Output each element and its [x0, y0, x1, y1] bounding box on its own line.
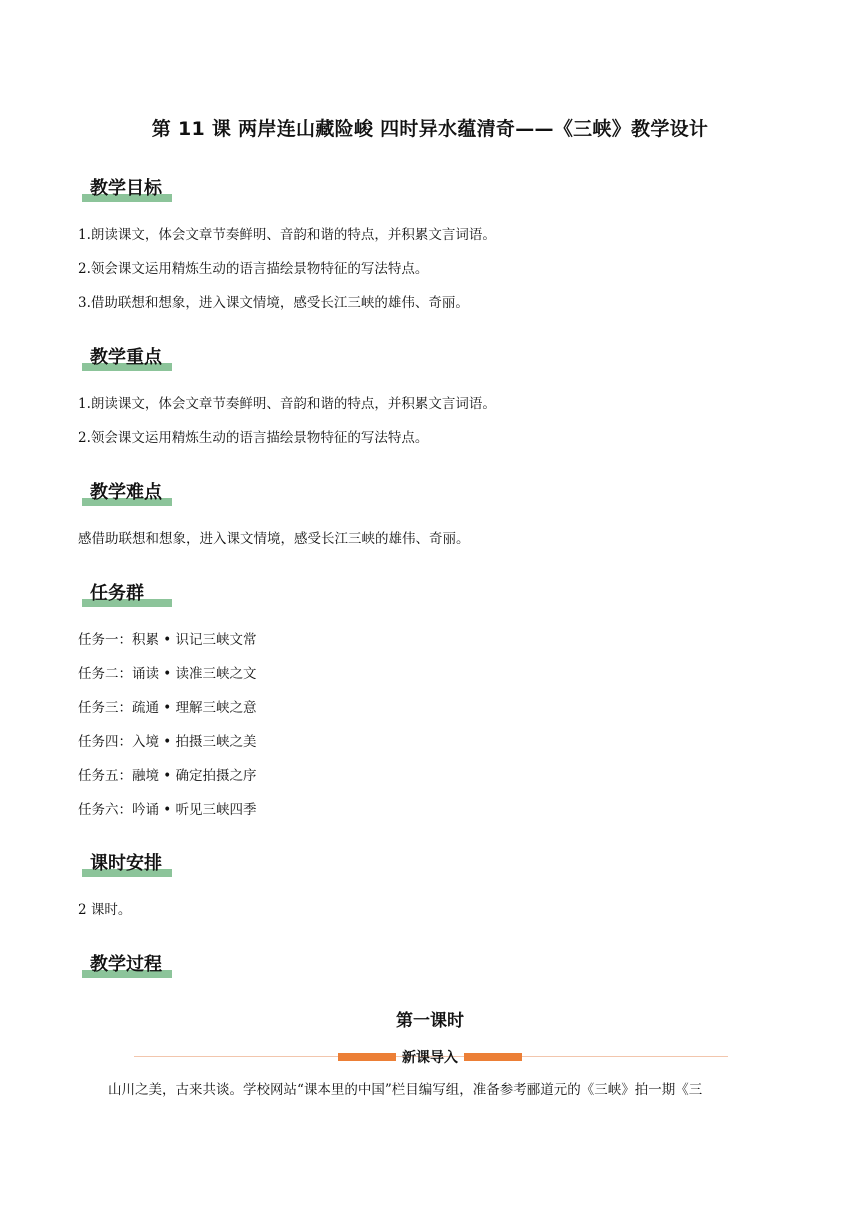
lesson-title: 第一课时 [396, 1011, 464, 1031]
task-item: 任务六：吟诵 • 听见三峡四季 [78, 802, 257, 818]
section-heading-tasks [82, 581, 172, 607]
section-heading-label: 任务群 [90, 583, 144, 604]
task-item: 任务五：融境 • 确定拍摄之序 [78, 768, 257, 784]
divider-label: 新课导入 [402, 1050, 458, 1066]
section-heading-process [82, 952, 172, 978]
task-item: 任务一：积累 • 识记三峡文常 [78, 632, 257, 648]
key-point-item: 2.领会课文运用精炼生动的语言描绘景物特征的写法特点。 [78, 430, 429, 446]
schedule-item: 2 课时。 [78, 902, 132, 918]
section-heading-schedule [82, 851, 172, 877]
section-heading-label: 教学目标 [90, 178, 162, 199]
section-heading-key-points [82, 345, 172, 371]
section-heading-difficulties [82, 480, 172, 506]
section-heading-objectives [82, 176, 172, 202]
section-heading-label: 教学重点 [90, 347, 162, 368]
objective-item: 2.领会课文运用精炼生动的语言描绘景物特征的写法特点。 [78, 261, 429, 277]
task-item: 任务二：诵读 • 读准三峡之文 [78, 666, 257, 682]
task-item: 任务三：疏通 • 理解三峡之意 [78, 700, 257, 716]
document-title: 第 11 课 两岸连山藏险峻 四时异水蕴清奇——《三峡》教学设计 [151, 118, 709, 140]
objective-item: 1.朗读课文，体会文章节奏鲜明、音韵和谐的特点，并积累文言词语。 [78, 227, 496, 243]
divider-accent-left [338, 1053, 396, 1061]
section-heading-label: 教学过程 [90, 954, 162, 975]
section-heading-label: 课时安排 [90, 853, 162, 874]
task-item: 任务四：入境 • 拍摄三峡之美 [78, 734, 257, 750]
key-point-item: 1.朗读课文，体会文章节奏鲜明、音韵和谐的特点，并积累文言词语。 [78, 396, 496, 412]
difficulty-item: 感借助联想和想象，进入课文情境，感受长江三峡的雄伟、奇丽。 [78, 531, 470, 547]
intro-paragraph: 山川之美，古来共谈。学校网站“课本里的中国”栏目编写组，准备参考郦道元的《三峡》拍一期《三 [108, 1082, 703, 1098]
divider-accent-right [464, 1053, 522, 1061]
objective-item: 3.借助联想和想象，进入课文情境，感受长江三峡的雄伟、奇丽。 [78, 295, 469, 311]
section-heading-label: 教学难点 [90, 482, 162, 503]
